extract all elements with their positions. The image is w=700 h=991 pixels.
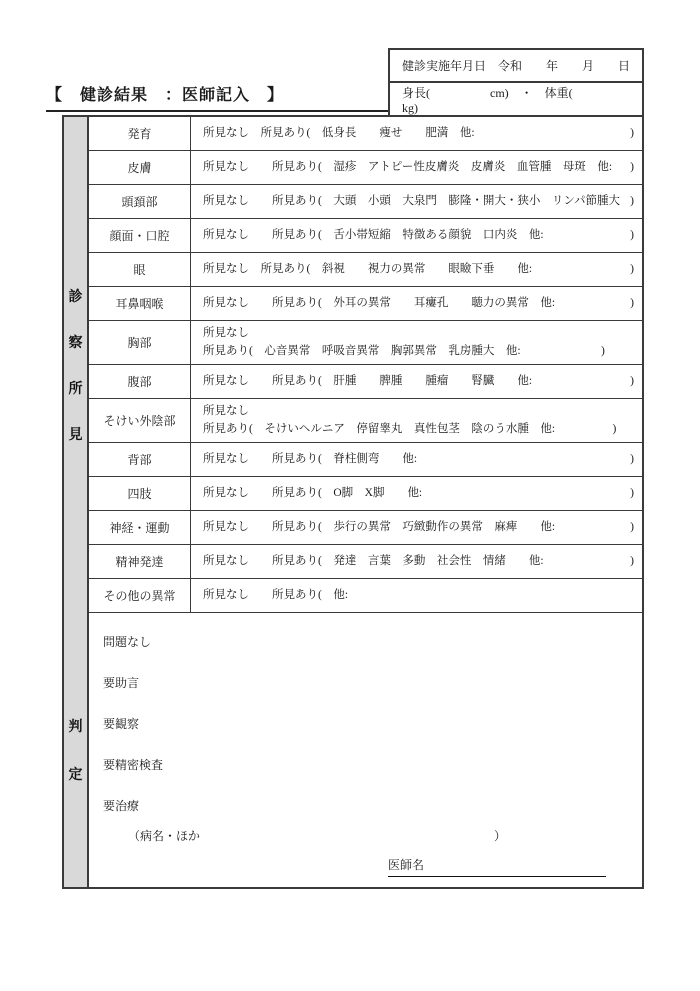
exam-row-findings (191, 443, 642, 476)
section-label-judgment (64, 613, 89, 887)
disease-name-line (128, 827, 506, 844)
exam-row (89, 287, 642, 321)
findings-text: 所見なし 所見あり( 歩行の異常 巧緻動作の異常 麻痺 他: (203, 520, 556, 533)
findings-close-paren: ) (630, 228, 634, 241)
exam-row-findings (191, 185, 642, 218)
section-label-examination-findings (64, 117, 89, 613)
exam-row (89, 321, 642, 365)
height-weight-row (390, 83, 642, 116)
exam-row-findings (191, 117, 642, 150)
exam-row-findings (191, 579, 642, 612)
exam-row-category: 背部 (89, 443, 191, 476)
judgment-section (64, 613, 642, 887)
findings-text: 所見なし 所見あり( 斜視 視力の異常 眼瞼下垂 他: (203, 262, 533, 275)
exam-row-category: 頭頚部 (89, 185, 191, 218)
findings-line: 所見なし (203, 326, 249, 339)
exam-row (89, 399, 642, 443)
judgment-item: 要観察 (103, 717, 140, 731)
findings-close-paren: ) (630, 554, 634, 567)
doctor-name-field (388, 856, 606, 877)
exam-row-findings (191, 511, 642, 544)
exam-row-category: そけい外陰部 (89, 399, 191, 442)
month-label: 月 (581, 59, 594, 73)
findings-close-paren: ) (630, 296, 634, 309)
section-label-char: 見 (68, 428, 83, 443)
judgment-content (89, 613, 642, 887)
findings-text: 所見なし 所見あり( 舌小帯短縮 特徴ある顔貌 口内炎 他: (203, 228, 544, 241)
page-title: 【 健診結果 ：医師記入 】 (46, 82, 388, 112)
findings-text: 所見なし 所見あり( 脊柱側弯 他: (203, 452, 418, 465)
exam-date-row (390, 50, 642, 83)
exam-row-category: 四肢 (89, 477, 191, 510)
section-label-char: 定 (68, 768, 83, 783)
exam-row (89, 579, 642, 613)
exam-row (89, 443, 642, 477)
examination-rows (89, 117, 642, 613)
exam-row-category: 顔面・口腔 (89, 219, 191, 252)
exam-row-findings (191, 287, 642, 320)
exam-date-box (388, 48, 644, 118)
year-label: 年 (545, 59, 558, 73)
findings-close-paren: ) (630, 194, 634, 207)
exam-date-label: 健診実施年月日 令和 (402, 59, 523, 73)
exam-row-findings (191, 219, 642, 252)
exam-row (89, 511, 642, 545)
exam-row-category: 皮膚 (89, 151, 191, 184)
exam-row (89, 545, 642, 579)
findings-close-paren: ) (630, 520, 634, 533)
exam-row-category: 胸部 (89, 321, 191, 364)
exam-row (89, 253, 642, 287)
judgment-item: 要助言 (103, 676, 140, 690)
exam-row-findings (191, 151, 642, 184)
section-label-char: 所 (68, 382, 83, 397)
exam-row-category: 腹部 (89, 365, 191, 398)
doctor-name-label: 医師名 (388, 858, 425, 872)
exam-row-findings (191, 365, 642, 398)
exam-row-findings (191, 545, 642, 578)
form-table (62, 115, 644, 889)
exam-row-findings (191, 253, 642, 286)
findings-text: 所見なし 所見あり( O脚 X脚 他: (203, 486, 423, 499)
exam-row-category: その他の異常 (89, 579, 191, 612)
findings-close-paren: ) (630, 160, 634, 173)
examination-findings-section (64, 117, 642, 613)
height-weight-label: 身長( cm) ・ 体重( kg) (402, 85, 633, 115)
findings-text: 所見なし 所見あり( 外耳の異常 耳瘻孔 聴力の異常 他: (203, 296, 556, 309)
exam-row-category: 眼 (89, 253, 191, 286)
exam-row (89, 365, 642, 399)
findings-close-paren: ) (630, 486, 634, 499)
section-label-char: 察 (68, 336, 83, 351)
day-label: 日 (617, 59, 630, 73)
findings-text: 所見なし 所見あり( 低身長 痩せ 肥満 他: (203, 126, 475, 139)
exam-row-findings (191, 399, 642, 442)
findings-line: 所見あり( 心音異常 呼吸音異常 胸郭異常 乳房腫大 他: ) (203, 344, 605, 357)
exam-row-category: 神経・運動 (89, 511, 191, 544)
exam-row (89, 185, 642, 219)
exam-row (89, 219, 642, 253)
judgment-item: 問題なし (103, 635, 152, 649)
findings-text: 所見なし 所見あり( 大頭 小頭 大泉門 膨隆・開大・狭小 リンパ節腫大 (203, 194, 621, 207)
findings-line: 所見なし (203, 404, 249, 417)
exam-row (89, 151, 642, 185)
disease-name-label: （病名・ほか (128, 829, 201, 843)
findings-text: 所見なし 所見あり( 発達 言葉 多動 社会性 情緒 他: (203, 554, 544, 567)
exam-row-findings (191, 321, 642, 364)
findings-close-paren: ) (630, 126, 634, 139)
findings-close-paren: ) (630, 374, 634, 387)
findings-text: 所見なし 所見あり( 他: (203, 588, 349, 601)
exam-row-category: 発育 (89, 117, 191, 150)
exam-row (89, 117, 642, 151)
exam-row (89, 477, 642, 511)
judgment-item: 要精密検査 (103, 758, 164, 772)
section-label-char: 診 (68, 290, 83, 305)
exam-row-category: 精神発達 (89, 545, 191, 578)
findings-close-paren: ) (630, 262, 634, 275)
findings-text: 所見なし 所見あり( 湿疹 アトピー性皮膚炎 皮膚炎 血管腫 母斑 他: (203, 160, 613, 173)
findings-text: 所見なし 所見あり( 肝腫 脾腫 腫瘤 腎臓 他: (203, 374, 533, 387)
findings-line: 所見あり( そけいヘルニア 停留睾丸 真性包茎 陰のう水腫 他: ) (203, 422, 617, 435)
exam-row-findings (191, 477, 642, 510)
findings-close-paren: ) (630, 452, 634, 465)
disease-name-close-paren: ） (493, 829, 506, 843)
section-label-char: 判 (68, 720, 83, 735)
exam-row-category: 耳鼻咽喉 (89, 287, 191, 320)
judgment-item: 要治療 (103, 799, 140, 813)
